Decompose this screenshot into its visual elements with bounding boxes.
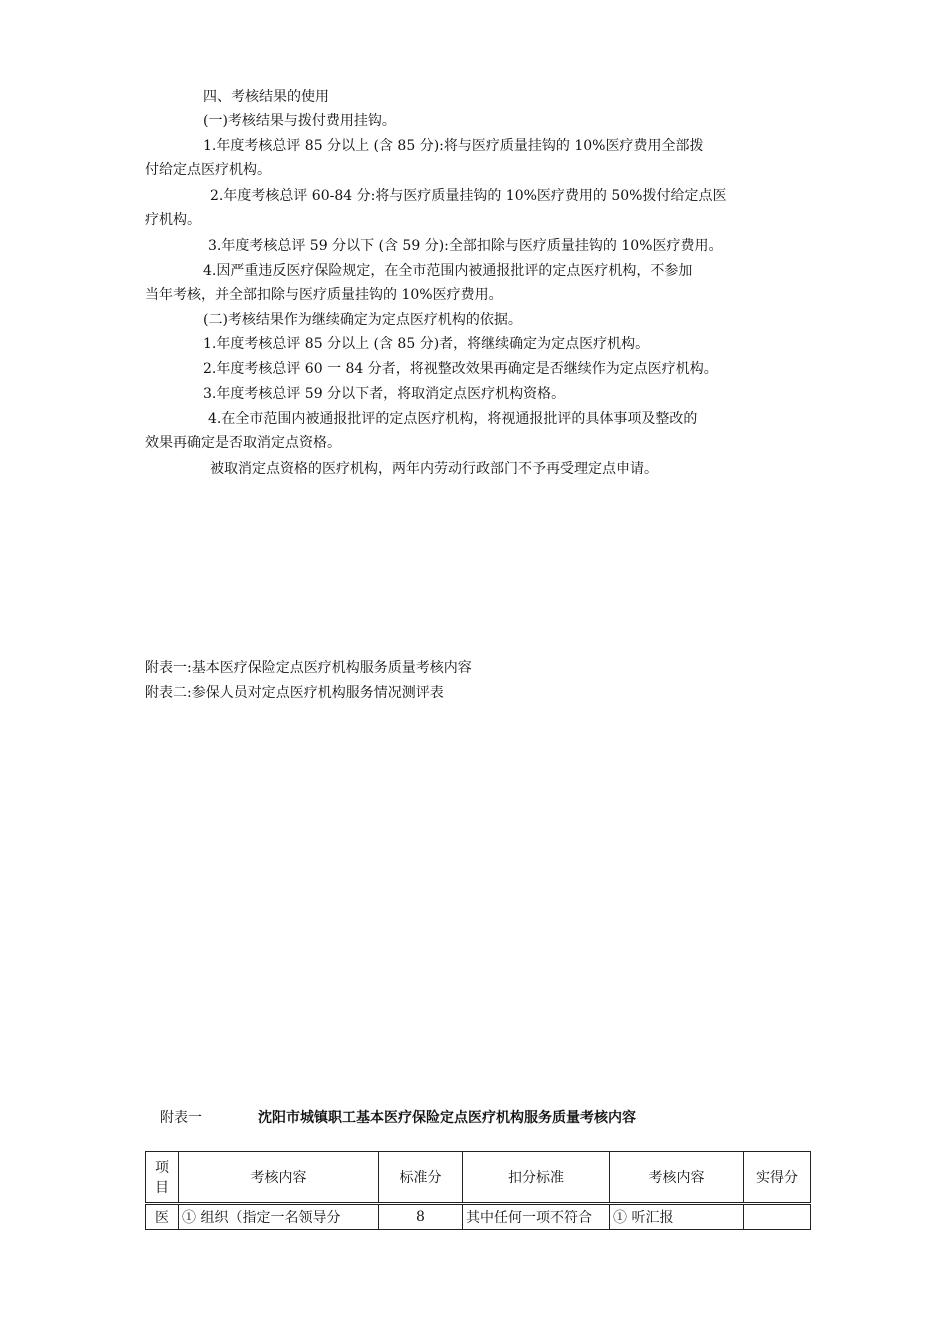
table-label: 附表一 <box>160 1110 202 1126</box>
cell-standard-score: 8 <box>379 1204 463 1230</box>
section-heading: 四、考核结果的使用 <box>203 89 329 105</box>
header-content: 考核内容 <box>179 1152 379 1204</box>
header-actual-score: 实得分 <box>744 1152 811 1204</box>
cell-item: 医 <box>146 1204 179 1230</box>
paragraph-b2: 2.年度考核总评 60 一 84 分者，将视整改效果再确定是否继续作为定点医疗机构。 <box>203 361 718 377</box>
cell-assessment-method: ① 听汇报 <box>610 1204 744 1230</box>
cell-deduction-standard: 其中任何一项不符合 <box>463 1204 610 1230</box>
attachment-1-reference: 附表一:基本医疗保险定点医疗机构服务质量考核内容 <box>145 660 472 676</box>
header-item <box>146 1152 179 1204</box>
subsection-2-heading: (二)考核结果作为继续确定为定点医疗机构的依据。 <box>203 312 522 328</box>
header-item-top: 项 <box>155 1160 169 1176</box>
table-row <box>146 1204 811 1230</box>
paragraph-b4-line-2: 效果再确定是否取消定点资格。 <box>145 435 341 451</box>
table-header-row <box>146 1152 811 1204</box>
paragraph-b4-line-1: 4.在全市范围内被通报批评的定点医疗机构，将视通报批评的具体事项及整改的 <box>208 411 698 427</box>
subsection-1-heading: (一)考核结果与拨付费用挂钩。 <box>203 113 396 129</box>
paragraph-2-line-1: 2.年度考核总评 60-84 分:将与医疗质量挂钩的 10%医疗费用的 50%拨付给定点医 <box>210 188 727 204</box>
table-title: 沈阳市城镇职工基本医疗保险定点医疗机构服务质量考核内容 <box>258 1110 636 1126</box>
paragraph-b3: 3.年度考核总评 59 分以下者，将取消定点医疗机构资格。 <box>203 386 566 402</box>
header-item-bottom: 目 <box>155 1180 169 1196</box>
cell-actual-score <box>744 1204 811 1230</box>
assessment-table <box>145 1151 811 1230</box>
paragraph-3: 3.年度考核总评 59 分以下 (含 59 分):全部扣除与医疗质量挂钩的 10%医疗费用。 <box>208 238 723 254</box>
paragraph-2-line-2: 疗机构。 <box>145 212 201 228</box>
paragraph-1-line-1: 1.年度考核总评 85 分以上 (含 85 分):将与医疗质量挂钩的 10%医疗费用全部拨 <box>203 138 704 154</box>
paragraph-4-line-2: 当年考核，并全部扣除与医疗质量挂钩的 10%医疗费用。 <box>145 287 503 303</box>
header-standard-score: 标准分 <box>379 1152 463 1204</box>
paragraph-4-line-1: 4.因严重违反医疗保险规定，在全市范围内被通报批评的定点医疗机构，不参加 <box>203 263 693 279</box>
attachment-2-reference: 附表二:参保人员对定点医疗机构服务情况测评表 <box>145 685 444 701</box>
cell-content: ① 组织（指定一名领导分 <box>179 1204 379 1230</box>
paragraph-1-line-2: 付给定点医疗机构。 <box>145 162 271 178</box>
closing-paragraph: 被取消定点资格的医疗机构，两年内劳动行政部门不予再受理定点申请。 <box>210 461 658 477</box>
paragraph-b1: 1.年度考核总评 85 分以上 (含 85 分)者，将继续确定为定点医疗机构。 <box>203 336 650 352</box>
header-deduction-standard: 扣分标准 <box>463 1152 610 1204</box>
header-assessment-method: 考核内容 <box>610 1152 744 1204</box>
